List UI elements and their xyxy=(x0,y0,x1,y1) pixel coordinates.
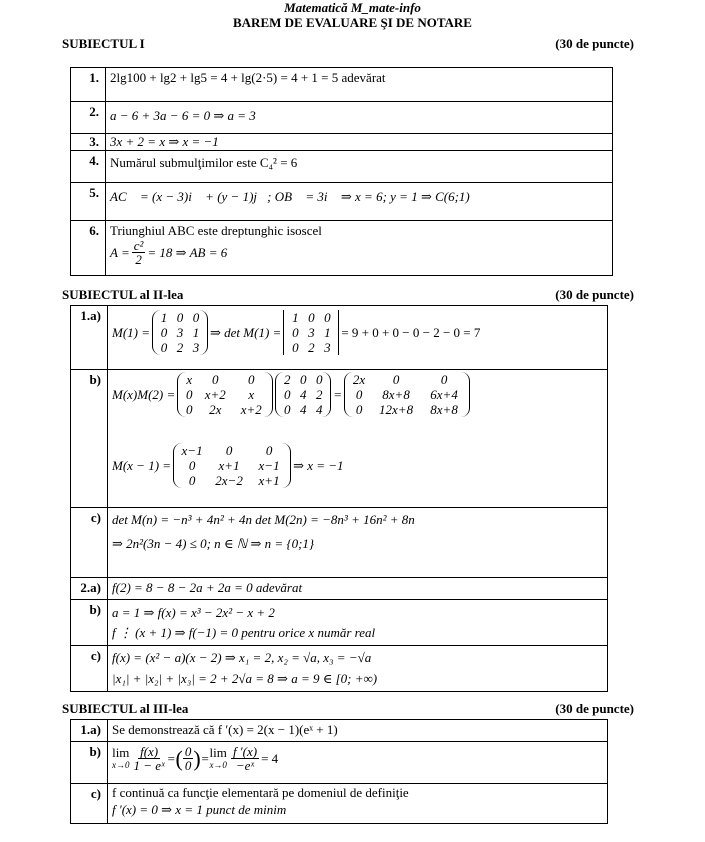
item-number: 5. xyxy=(71,183,106,221)
fraction: $\frac{f '(x)}{\text{−eˣ}}$ xyxy=(232,744,258,773)
item-answer: lim x→0 $\frac{f(x)}{\text{1 − eˣ}}$ = ( $\frac{0}{0}$ ) = lim x→0 $\frac{f '(x)}{\text{−eˣ}}$ = 4 xyxy=(108,742,608,784)
section-3-points: (30 de puncte) xyxy=(555,701,634,716)
table-row xyxy=(71,370,608,508)
section-1-points: (30 de puncte) xyxy=(555,36,634,51)
matrix-product: 2x 0 0 0 8x+8 6x+4 0 12x+8 8x+8 xyxy=(344,372,470,417)
matrix-mx: x 0 0 0 x+2 x 0 2x x+2 xyxy=(177,372,273,417)
doc-title: BAREM DE EVALUARE ŞI DE NOTARE xyxy=(233,15,472,30)
formula-part: ⇒ det M(1) = xyxy=(210,324,282,340)
section-3-title: SUBIECTUL al III-lea xyxy=(62,701,189,716)
formula-part: = xyxy=(166,750,176,766)
table-row xyxy=(71,742,608,784)
answer-line: Triunghiul ABC este dreptunghic isoscel xyxy=(110,223,322,238)
item-answer xyxy=(106,221,613,276)
answer-line: det M(n) = −n³ + 4n² + 4n det M(2n) = −8n³ + 16n² + 8n xyxy=(112,512,415,527)
formula-part: = 4 xyxy=(261,750,279,766)
matrix-m2: 2 0 0 0 4 2 0 4 4 xyxy=(275,372,331,417)
table-row xyxy=(71,720,608,742)
item-answer xyxy=(108,600,608,646)
section-2-points: (30 de puncte) xyxy=(555,287,634,302)
section-1-table xyxy=(70,67,613,276)
item-number: c) xyxy=(71,646,108,692)
item-number: b) xyxy=(71,370,108,508)
item-number: 2.a) xyxy=(71,578,108,600)
item-answer: a − 6 + 3a − 6 = 0 ⇒ a = 3 xyxy=(106,102,613,134)
answer-line: a = 1 ⇒ f(x) = x³ − 2x² − x + 2 xyxy=(112,605,275,620)
item-number: 6. xyxy=(71,221,106,276)
formula-part: = xyxy=(200,750,210,766)
answer-line: f(x) = (x² − a)(x − 2) ⇒ x₁ = 2, x₂ = √a, x₃ = −√a xyxy=(112,650,372,665)
section-2-table xyxy=(70,305,608,692)
doc-subject-line: Matematică M_mate-info xyxy=(284,0,421,15)
item-number: 1. xyxy=(71,68,106,102)
table-row xyxy=(71,151,613,183)
formula-part: ⇒ x = −1 xyxy=(293,457,344,473)
answer-line: f continuă ca funcţie elementară pe domeniul de definiţie xyxy=(112,785,409,800)
item-number: 1.a) xyxy=(71,720,108,742)
formula-part: M(1) = xyxy=(112,324,151,340)
matrix-m1: 1 0 0 0 3 1 0 2 3 xyxy=(152,310,208,355)
item-number: 2. xyxy=(71,102,106,134)
formula-part: M(x − 1) = xyxy=(112,457,172,473)
item-number: 3. xyxy=(71,134,106,151)
section-1-heading xyxy=(62,36,634,52)
section-1-title: SUBIECTUL I xyxy=(62,36,145,51)
item-answer xyxy=(108,784,608,824)
answer-line: |x₁| + |x₂| + |x₃| = 2 + 2√a = 8 ⇒ a = 9 ∈ [0; +∞) xyxy=(112,671,378,686)
fraction-denominator: 2 xyxy=(135,252,142,267)
determinant-m1: 1 0 0 0 3 1 0 2 3 xyxy=(283,310,339,355)
answer-formula xyxy=(110,239,608,266)
item-answer xyxy=(108,306,608,370)
fraction: $\frac{0}{0}$ xyxy=(184,744,192,773)
section-3-table xyxy=(70,719,608,824)
fraction: $\frac{f(x)}{\text{1 − eˣ}}$ xyxy=(133,744,165,773)
fraction-numerator: c² xyxy=(133,238,144,253)
item-answer: 2lg100 + lg2 + lg5 = 4 + lg(2·5) = 4 + 1 = 5 adevărat xyxy=(106,68,613,102)
table-row xyxy=(71,578,608,600)
matrix-mx-minus-1: x−1 0 0 0 x+1 x−1 0 2x−2 x+1 xyxy=(173,443,291,488)
answer-line: ⇒ 2n²(3n − 4) ≤ 0; n ∈ ℕ ⇒ n = {0;1} xyxy=(112,536,315,551)
section-2-title: SUBIECTUL al II-lea xyxy=(62,287,184,302)
item-number: 4. xyxy=(71,151,106,183)
table-row xyxy=(71,134,613,151)
item-number: b) xyxy=(71,600,108,646)
item-answer xyxy=(108,646,608,692)
table-row xyxy=(71,600,608,646)
item-answer xyxy=(108,508,608,578)
item-number: 1.a) xyxy=(71,306,108,370)
answer-line: f ′(x) = 0 ⇒ x = 1 punct de minim xyxy=(112,802,287,817)
table-row xyxy=(71,306,608,370)
limit-operator: lim x→0 xyxy=(112,744,130,770)
formula-part: = xyxy=(333,386,343,402)
item-answer: 3x + 2 = x ⇒ x = −1 xyxy=(106,134,613,151)
item-answer: Se demonstrează că f ′(x) = 2(x − 1)(eˣ + 1) xyxy=(108,720,608,742)
table-row xyxy=(71,784,608,824)
table-row xyxy=(71,68,613,102)
table-row xyxy=(71,102,613,134)
item-number: b) xyxy=(71,742,108,784)
item-number: c) xyxy=(71,784,108,824)
formula-part: A = xyxy=(110,244,130,260)
table-row xyxy=(71,183,613,221)
item-answer: f(2) = 8 − 8 − 2a + 2a = 0 adevărat xyxy=(108,578,608,600)
table-row xyxy=(71,221,613,276)
formula-part: = 18 ⇒ AB = 6 xyxy=(147,244,228,260)
item-answer: AC⃗ = (x − 3)i⃗ + (y − 1)j⃗; OB⃗ = 3i⃗ ⇒ x = 6; y = 1 ⇒ C(6;1) xyxy=(106,183,613,221)
item-number: c) xyxy=(71,508,108,578)
answer-line: f ⋮ (x + 1) ⇒ f(−1) = 0 pentru orice x număr real xyxy=(112,625,376,640)
item-answer xyxy=(108,370,608,508)
formula-part: = 9 + 0 + 0 − 0 − 2 − 0 = 7 xyxy=(341,324,481,340)
section-2-heading xyxy=(62,287,634,303)
formula-part: M(x)M(2) = xyxy=(112,386,176,402)
section-3-heading xyxy=(62,701,634,717)
item-answer: Numărul submulţimilor este C₄² = 6 xyxy=(106,151,613,183)
table-row xyxy=(71,508,608,578)
limit-operator: lim x→0 xyxy=(209,744,227,770)
table-row xyxy=(71,646,608,692)
